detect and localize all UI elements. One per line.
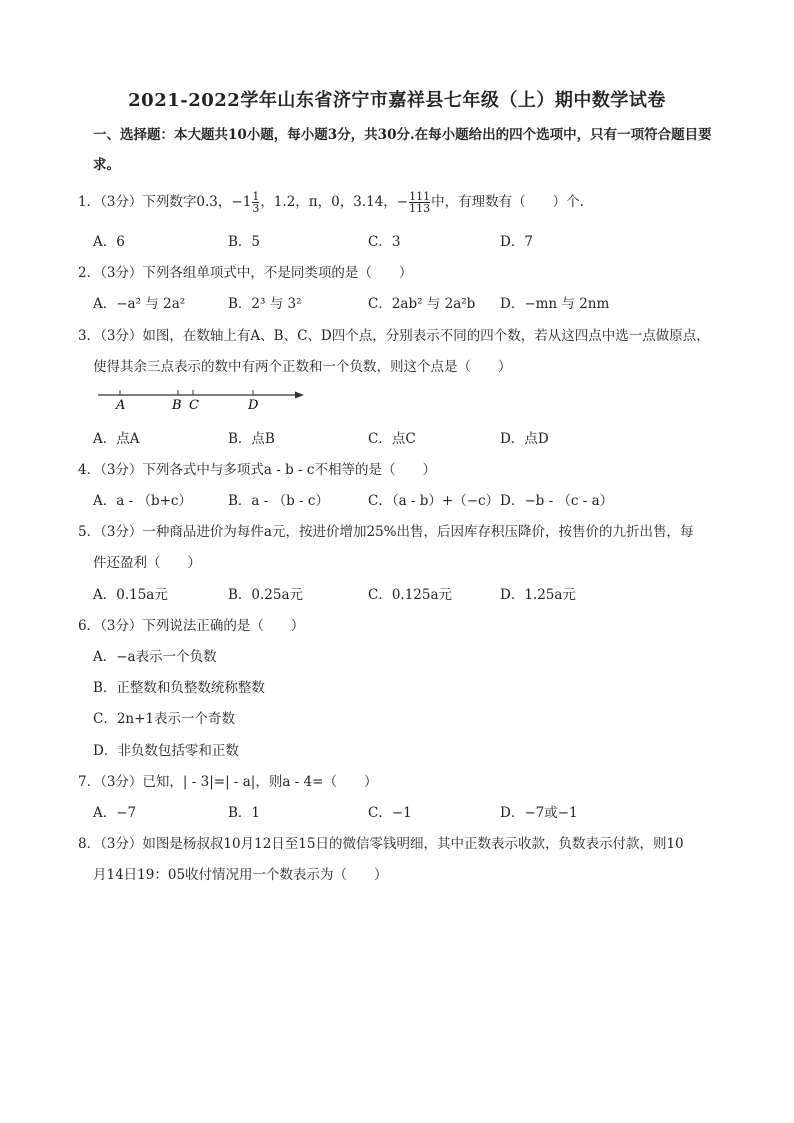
- q1-f2-num: 111: [409, 190, 431, 203]
- q7-option-b: B．1: [228, 805, 261, 821]
- question-7-stem: 7．（3分）已知，| - 3|=| - a|，则a - 4=（ ）: [78, 774, 378, 790]
- label-b: B: [172, 398, 182, 413]
- q1-fraction-1: [252, 191, 259, 214]
- question-3-stem-line2: 使得其余三点表示的数中有两个正数和一个负数，则这个点是（ ）: [93, 359, 512, 375]
- q1-option-c: C．3: [368, 234, 401, 250]
- question-4-stem: 4．（3分）下列各式中与多项式a - b - c不相等的是（ ）: [78, 462, 436, 478]
- question-1-stem: [78, 190, 584, 214]
- q6-option-c: C．2n+1表示一个奇数: [93, 711, 236, 727]
- q3-option-d: D．点D: [500, 431, 549, 447]
- q5-option-a: A．0.15a元: [93, 587, 168, 603]
- q3-option-a: A．点A: [93, 431, 140, 447]
- label-d: D: [248, 398, 259, 413]
- section-heading: 一、选择题：本大题共10小题，每小题3分，共30分.在每小题给出的四个选项中，只有一项符合题目要求。: [93, 127, 712, 173]
- q7-option-a: A．−7: [93, 805, 137, 821]
- number-line-figure: [96, 384, 306, 414]
- number-line-arrow: [295, 392, 304, 399]
- q1-f1-den: 3: [252, 202, 260, 215]
- q4-option-a: A．a - （b+c）: [93, 493, 192, 509]
- q3-option-b: B．点B: [228, 431, 275, 447]
- q2-option-c: C．2ab² 与 2a²b: [368, 296, 476, 312]
- question-6-stem: 6．（3分）下列说法正确的是（ ）: [78, 618, 305, 634]
- question-5-stem-line2: 件还盈利（ ）: [93, 555, 201, 571]
- q7-option-d: D．−7或−1: [500, 805, 578, 821]
- q1-option-b: B．5: [228, 234, 261, 250]
- question-3-stem-line1: 3．（3分）如图，在数轴上有A、B、C、D四个点，分别表示不同的四个数，若从这四点中选一点做原点，: [78, 328, 710, 344]
- exam-title: 2021-2022学年山东省济宁市嘉祥县七年级（上）期中数学试卷: [128, 90, 666, 111]
- q6-option-b: B．正整数和负整数统称整数: [93, 680, 265, 696]
- question-8-stem-line1: 8．（3分）如图是杨叔叔10月12日至15日的微信零钱明细，其中正数表示收款，负数表示付款，则10: [78, 836, 684, 852]
- q2-option-a: A．−a² 与 2a²: [93, 296, 186, 312]
- q1-f2-den: 113: [409, 202, 431, 215]
- label-c: C: [189, 398, 199, 413]
- q1-f1-num: 1: [252, 190, 260, 203]
- label-a: A: [116, 398, 126, 413]
- q1-suffix: 中，有理数有（ ）个.: [431, 194, 584, 210]
- q4-option-d: D．−b - （c - a）: [500, 493, 614, 509]
- q1-prefix: 1．（3分）下列数字0.3，−1: [78, 194, 252, 210]
- question-5-stem-line1: 5．（3分）一种商品进价为每件a元，按进价增加25%出售，后因库存积压降价，按售价的九折出售，每: [78, 524, 694, 540]
- q3-option-c: C．点C: [368, 431, 416, 447]
- q2-option-b: B．2³ 与 3²: [228, 296, 302, 312]
- q5-option-c: C．0.125a元: [368, 587, 453, 603]
- question-2-stem: 2．（3分）下列各组单项式中，不是同类项的是（ ）: [78, 265, 413, 281]
- q5-option-d: D．1.25a元: [500, 587, 576, 603]
- q1-fraction-2: [409, 191, 430, 214]
- q6-option-a: A．−a表示一个负数: [93, 649, 217, 665]
- q2-option-d: D．−mn 与 2nm: [500, 296, 610, 312]
- q6-option-d: D．非负数包括零和正数: [93, 743, 239, 759]
- q7-option-c: C．−1: [368, 805, 412, 821]
- q1-option-a: A．6: [93, 234, 125, 250]
- q4-option-c: C．（a - b）+（−c）: [368, 493, 500, 509]
- q1-option-d: D．7: [500, 234, 533, 250]
- q4-option-b: B．a - （b - c）: [228, 493, 329, 509]
- q5-option-b: B．0.25a元: [228, 587, 304, 603]
- question-8-stem-line2: 月14日19：05收付情况用一个数表示为（ ）: [93, 867, 388, 883]
- q1-mid: ，1.2，π，0，3.14，−: [260, 194, 409, 210]
